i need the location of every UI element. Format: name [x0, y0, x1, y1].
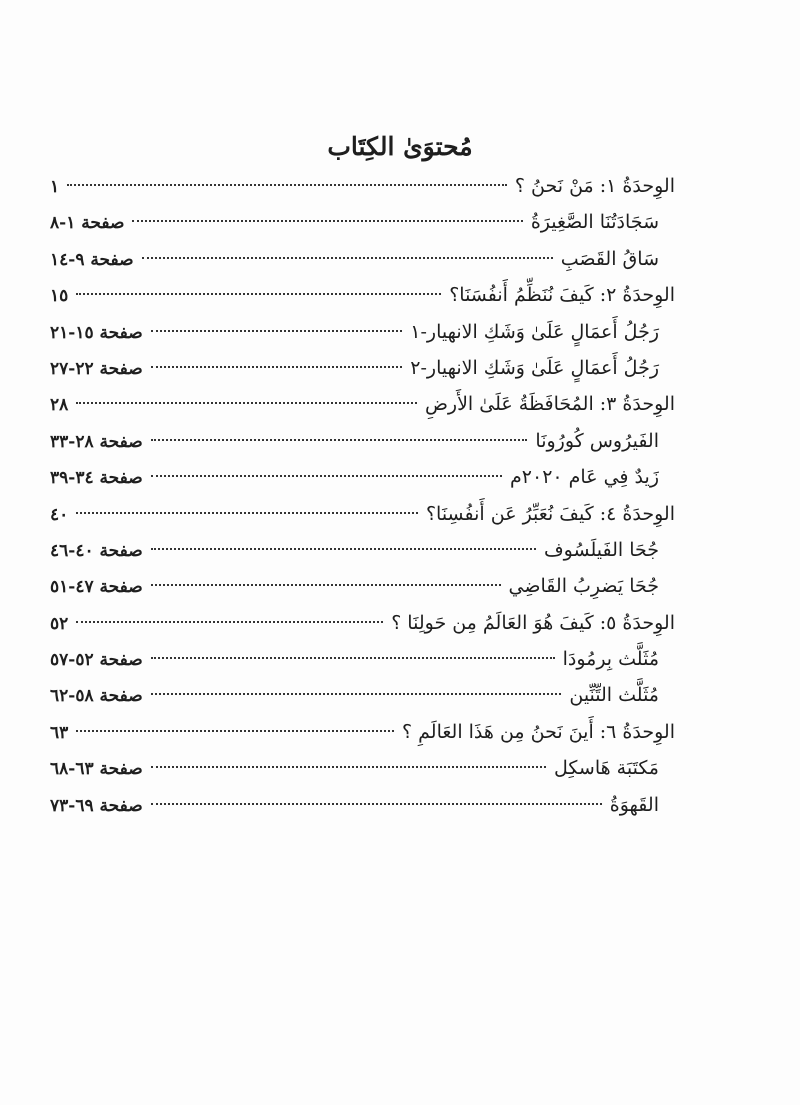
toc-entry-label: سَجَادَتُنَا الصَّغِيرَةُ: [530, 211, 659, 234]
toc-entry-label: مَكتَبَة هَاسكِل: [554, 757, 659, 780]
toc-entry-label: جُحَا يَضرِبُ القَاضِي: [508, 575, 659, 598]
dot-leader: [151, 548, 536, 550]
toc-entry: [50, 314, 675, 350]
toc-entry: [50, 641, 675, 677]
toc-entry-label: مُثَلَّث بِرمُودَا: [562, 648, 659, 671]
toc-entry-label: رَجُلُ أَعمَالٍ عَلَىٰ وَشَكِ الانهيار-١: [410, 320, 659, 343]
dot-leader: [151, 366, 403, 368]
toc-entry-page: ٤٠: [50, 504, 69, 525]
toc-entry-label: القَهوَةُ: [609, 793, 659, 816]
table-of-contents: [50, 168, 675, 823]
toc-entry-label: الوِحدَةُ ٦: أَينَ نَحنُ مِن هَذَا العَالَمِ ؟: [402, 720, 675, 743]
toc-entry: [50, 386, 675, 422]
toc-entry-label: سَاقُ القَصَبِ: [560, 247, 659, 270]
dot-leader: [151, 657, 555, 659]
dot-leader: [151, 439, 528, 441]
toc-entry-label: رَجُلُ أَعمَالٍ عَلَىٰ وَشَكِ الانهيار-٢: [410, 356, 659, 379]
dot-leader: [151, 766, 546, 768]
toc-entry: [50, 277, 675, 313]
toc-entry: [50, 459, 675, 495]
dot-leader: [151, 330, 403, 332]
toc-entry-page: ١٥: [50, 286, 69, 307]
toc-entry-page: صفحة ٣٤-٣٩: [50, 468, 143, 489]
toc-entry-page: صفحة ٤٧-٥١: [50, 577, 143, 598]
toc-entry-label: الوِحدَةُ ٥: كَيفَ هُوَ العَالَمُ مِن حَولِنَا ؟: [391, 611, 675, 634]
page-title: مُحتوَىٰ الكِتَاب: [327, 132, 473, 161]
dot-leader: [76, 730, 394, 732]
dot-leader: [67, 184, 507, 186]
toc-entry: [50, 204, 675, 240]
toc-entry-page: ٥٢: [50, 613, 69, 634]
toc-entry: [50, 350, 675, 386]
dot-leader: [151, 693, 562, 695]
toc-entry: [50, 241, 675, 277]
toc-entry-page: ١: [50, 177, 60, 197]
dot-leader: [76, 402, 417, 404]
toc-entry-page: ٦٣: [50, 722, 69, 743]
toc-entry: [50, 168, 675, 204]
toc-entry-page: ٢٨: [50, 395, 69, 416]
toc-entry-label: الوِحدَةُ ٢: كَيفَ نُنَظِّمُ أَنفُسَنَا؟: [449, 284, 675, 307]
toc-entry: [50, 750, 675, 786]
toc-entry-page: صفحة ٢٢-٢٧: [50, 358, 143, 379]
toc-entry-page: صفحة ٢٨-٣٣: [50, 431, 143, 452]
toc-entry: [50, 568, 675, 604]
dot-leader: [76, 621, 383, 623]
toc-entry-label: الوِحدَةُ ٣: المُحَافَظَةُ عَلَىٰ الأَرضِ: [424, 393, 675, 416]
dot-leader: [151, 803, 602, 805]
toc-entry-label: الوِحدَةُ ٤: كَيفَ نُعَبِّرُ عَن أَنفُسِنَا؟: [425, 502, 675, 525]
dot-leader: [76, 512, 418, 514]
toc-entry-page: صفحة ٥٨-٦٢: [50, 686, 143, 707]
toc-entry-page: صفحة ٤٠-٤٦: [50, 540, 143, 561]
toc-entry-label: زَيدٌ فِي عَام ٢٠٢٠م: [510, 466, 659, 489]
toc-entry-label: الوِحدَةُ ١: مَنْ نَحنُ ؟: [514, 175, 675, 197]
toc-entry-page: صفحة ١-٨: [50, 213, 125, 234]
toc-entry-page: صفحة ٥٢-٥٧: [50, 650, 143, 671]
toc-entry: [50, 532, 675, 568]
dot-leader: [142, 257, 553, 259]
toc-entry: [50, 423, 675, 459]
toc-entry-page: صفحة ٦٣-٦٨: [50, 759, 143, 780]
toc-entry: [50, 605, 675, 641]
toc-entry-label: مُثَلَّث التِّنِّين: [569, 684, 659, 707]
toc-entry: [50, 787, 675, 823]
dot-leader: [76, 293, 441, 295]
dot-leader: [151, 584, 501, 586]
toc-entry: [50, 677, 675, 713]
dot-leader: [132, 220, 522, 222]
dot-leader: [151, 475, 502, 477]
toc-entry-page: صفحة ٦٩-٧٣: [50, 795, 143, 816]
toc-entry-page: صفحة ٩-١٤: [50, 249, 134, 270]
toc-entry-label: الفَيرُوس كُورُونَا: [535, 429, 659, 452]
toc-entry-label: جُحَا الفَيلَسُوف: [543, 538, 659, 561]
toc-entry: [50, 714, 675, 750]
toc-entry: [50, 496, 675, 532]
toc-entry-page: صفحة ١٥-٢١: [50, 322, 143, 343]
